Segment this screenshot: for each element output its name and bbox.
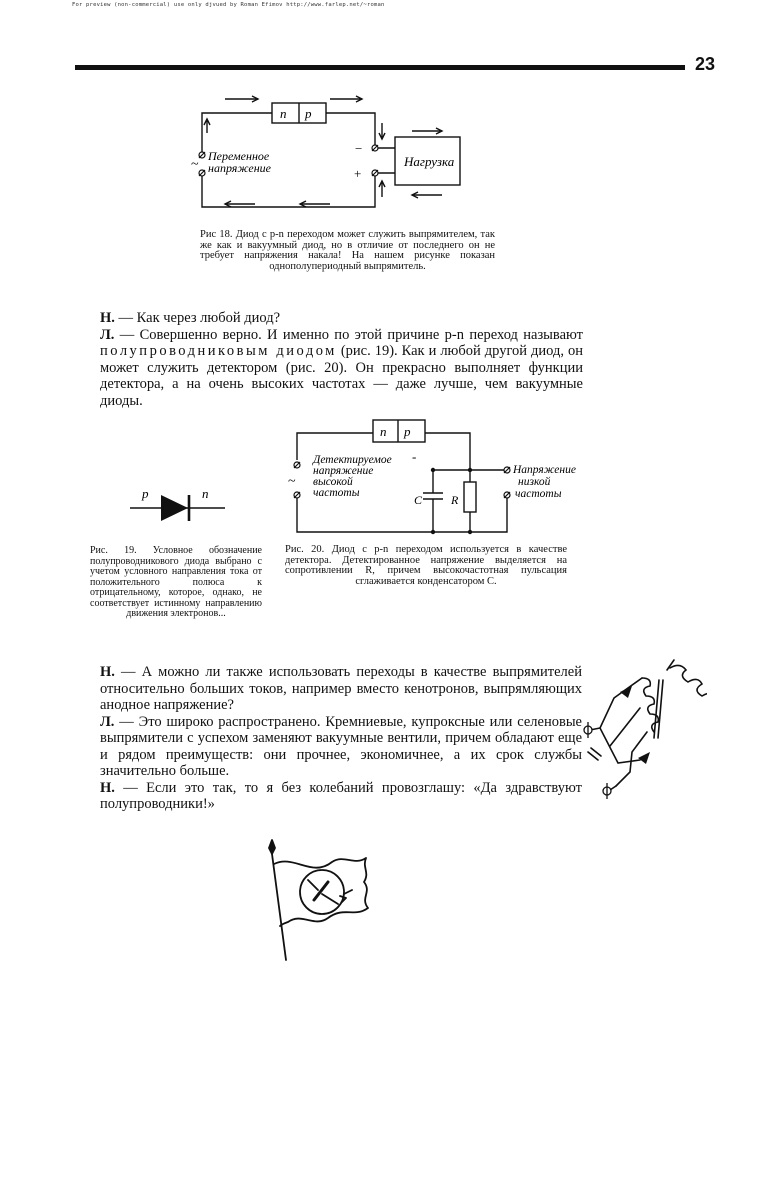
header-rule bbox=[75, 65, 685, 70]
question-text: — А можно ли также использовать переходы в качестве выпрямителей относительно больших токов, например вместо кенотронов, выпрямляющих анодное напряжение? bbox=[100, 664, 582, 713]
watermark-text: For preview (non-commercial) use only djvued by Roman Efimov http://www.farlep.net/~roman bbox=[72, 2, 385, 8]
fig18-p-label: p bbox=[305, 106, 312, 121]
dialog-block-2 bbox=[100, 664, 582, 813]
speaker-l-label: Л. bbox=[100, 713, 115, 730]
fig20-input-label-1: Детектируемое bbox=[313, 454, 392, 466]
fig20-output-label-2: низкой bbox=[518, 476, 551, 488]
fig20-input-label-3: высокой bbox=[313, 476, 353, 488]
speaker-n-label: Н. bbox=[100, 779, 115, 796]
dialog-block-1 bbox=[100, 310, 583, 409]
answer-text-2: (рис. 19). Как и любой другой диод, он может служить детектором (рис. 20). Он прекрасно выполняет функции детектора, а на очень высоких частотах — даже лучше, чем вакуумные диоды. bbox=[100, 343, 583, 409]
speaker-n-label: Н. bbox=[100, 664, 115, 680]
fig20-ac-symbol: ~ bbox=[288, 474, 296, 489]
fig18-minus-sign: − bbox=[355, 141, 363, 156]
fig20-input-label-2: напряжение bbox=[313, 465, 374, 477]
fig20-n-label: n bbox=[380, 424, 387, 439]
transformer-rectifier-sketch bbox=[582, 648, 707, 808]
fig20-c-label: C bbox=[414, 493, 423, 507]
answer-text-1: — Совершенно верно. И именно по этой причине p-n переход называют bbox=[114, 326, 583, 343]
speaker-l-label: Л. bbox=[100, 326, 115, 343]
fig20-detector-diagram bbox=[285, 415, 585, 540]
fig20-resistor bbox=[464, 482, 476, 512]
fig20-minus-sign: - bbox=[412, 449, 417, 464]
primary-coil bbox=[670, 665, 707, 714]
fig20-p-label: p bbox=[404, 424, 411, 439]
page-number: 23 bbox=[695, 54, 716, 74]
fig18-source-label-2: напряжение bbox=[208, 161, 271, 175]
fig19-caption: Рис. 19. Условное обозначение полупроводникового диода выбрано с учетом условного направления тока от положительного полюса к отрицательному, которое, однако, не соответствует истинному направлению движения электронов... bbox=[90, 545, 262, 619]
flag-spear-tip bbox=[269, 840, 275, 854]
fig20-caption: Рис. 20. Диод с p-n переходом используется в качестве детектора. Детектированное напряжение выделяется на сопротивлении R, причем высокочастотная пульсация сглаживается конденсатором С. bbox=[285, 544, 567, 587]
fig19-p-label: p bbox=[142, 486, 149, 501]
fig20-output-label-3: частоты bbox=[515, 488, 562, 500]
speaker-n-label: Н. bbox=[100, 310, 115, 326]
flag-pole bbox=[272, 854, 286, 960]
fig18-n-label: n bbox=[280, 106, 287, 121]
flag-transistor-drawing bbox=[258, 838, 388, 963]
bridge-diode-2 bbox=[638, 752, 650, 764]
fig18-caption: Рис 18. Диод с p-n переходом может служить выпрямителем, так же как и вакуумный диод, но в отличие от последнего он не требует напряжения накала! На нашем рисунке показан однополупериодный выпрямитель. bbox=[200, 229, 495, 272]
question-text: — Как через любой диод? bbox=[114, 310, 281, 326]
fig20-input-label-4: частоты bbox=[313, 487, 360, 499]
fig18-ac-symbol: ~ bbox=[191, 157, 199, 172]
fig20-r-label: R bbox=[451, 493, 459, 507]
answer-spaced-term: полупроводниковым диодом bbox=[100, 343, 337, 359]
fig20-output-label-1: Напряжение bbox=[513, 464, 576, 476]
fig18-load-label: Нагрузка bbox=[404, 154, 455, 169]
answer-text: — Это широко распространено. Кремниевые, купроксные или селеновые выпрямители с успехом заменяют вакуумные вентили, причем обладают еще и рядом преимуществ: они прочнее, экономичнее, а их срок службы значительно больше. bbox=[100, 713, 582, 779]
diode-triangle bbox=[161, 495, 188, 521]
fig18-plus-sign: + bbox=[354, 166, 362, 181]
bridge-diode-1 bbox=[620, 686, 632, 698]
fig19-diode-symbol bbox=[125, 485, 235, 530]
question-text: — Если это так, то я без колебаний провозглашу: «Да здравствуют полупроводники!» bbox=[100, 779, 582, 812]
fig19-n-label: n bbox=[202, 486, 209, 501]
fig18-rectifier-diagram bbox=[180, 95, 480, 215]
fig18-source-label-1: Переменное bbox=[208, 149, 270, 163]
